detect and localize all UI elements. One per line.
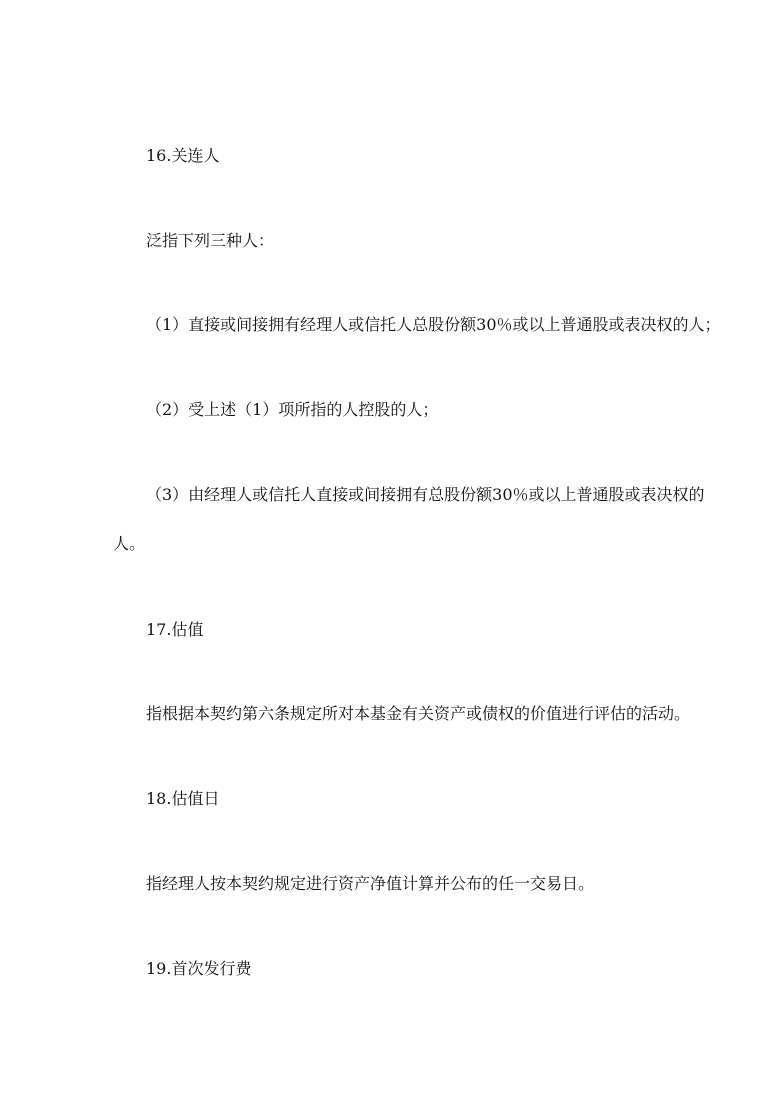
list-item-3-line-1: （3）由经理人或信托人直接或间接拥有总股份额30％或以上普通股或表决权的 [146,485,705,504]
section-heading-16: 16.关连人 [146,146,220,165]
list-item-3-line-2: 人。 [113,534,146,553]
list-item-2: （2）受上述（1）项所指的人控股的人； [146,400,439,419]
list-item-1: （1）直接或间接拥有经理人或信托人总股份额30％或以上普通股或表决权的人； [146,315,721,334]
paragraph-valuation-definition: 指根据本契约第六条规定所对本基金有关资产或债权的价值进行评估的活动。 [146,704,691,723]
section-heading-19: 19.首次发行费 [146,959,252,978]
paragraph-definition-intro: 泛指下列三种人： [146,231,275,250]
section-heading-18: 18.估值日 [146,789,220,808]
section-heading-17: 17.估值 [146,620,204,639]
paragraph-valuation-day-definition: 指经理人按本契约规定进行资产净值计算并公布的任一交易日。 [146,874,595,893]
